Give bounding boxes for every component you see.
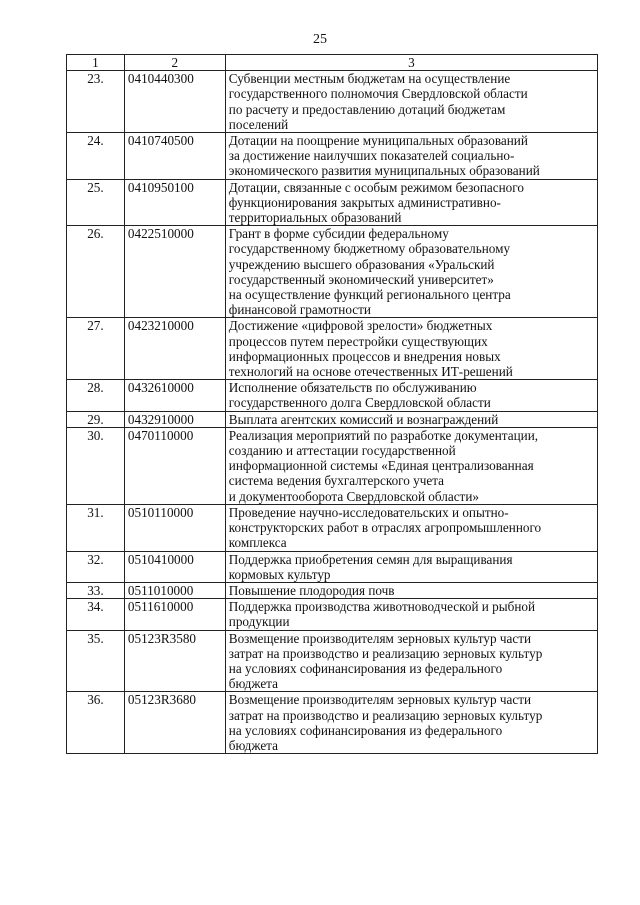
- budget-code: 0510410000: [124, 551, 225, 582]
- row-description: Грант в форме субсидии федеральному государственному бюджетному образовательному учреждению высшего образования «Уральский государственный экономический университет» на осуществление функций регионального центра финансовой грамотности: [225, 226, 597, 318]
- table-row: [67, 226, 598, 318]
- column-header-2: 2: [124, 55, 225, 71]
- table-row: [67, 427, 598, 504]
- budget-code: 0511010000: [124, 582, 225, 598]
- budget-code: 0410950100: [124, 179, 225, 226]
- budget-code: 0511610000: [124, 599, 225, 630]
- row-description: Выплата агентских комиссий и вознаграждений: [225, 411, 597, 427]
- row-description: Повышение плодородия почв: [225, 582, 597, 598]
- column-header-3: 3: [225, 55, 597, 71]
- budget-code: 0470110000: [124, 427, 225, 504]
- table-row: [67, 133, 598, 180]
- budget-code: 0410740500: [124, 133, 225, 180]
- row-number: 23.: [67, 71, 125, 133]
- row-description: Достижение «цифровой зрелости» бюджетных процессов путем перестройки существующих информационных процессов и внедрения новых технологий на основе отечественных ИТ-решений: [225, 318, 597, 380]
- budget-code: 05123R3680: [124, 692, 225, 754]
- table-row: [67, 582, 598, 598]
- table-row: [67, 71, 598, 133]
- row-number: 26.: [67, 226, 125, 318]
- budget-code: 0423210000: [124, 318, 225, 380]
- budget-classification-table: [66, 54, 598, 754]
- row-description: Исполнение обязательств по обслуживанию государственного долга Свердловской области: [225, 380, 597, 411]
- table-row: [67, 599, 598, 630]
- column-header-1: 1: [67, 55, 125, 71]
- table-row: [67, 318, 598, 380]
- row-number: 33.: [67, 582, 125, 598]
- row-number: 30.: [67, 427, 125, 504]
- row-number: 34.: [67, 599, 125, 630]
- table-row: [67, 504, 598, 551]
- row-description: Возмещение производителям зерновых культур части затрат на производство и реализацию зерновых культур на условиях софинансирования из федерального бюджета: [225, 692, 597, 754]
- table-header-row: [67, 55, 598, 71]
- row-description: Поддержка производства животноводческой и рыбной продукции: [225, 599, 597, 630]
- row-description: Субвенции местным бюджетам на осуществление государственного полномочия Свердловской области по расчету и предоставлению дотаций бюджетам поселений: [225, 71, 597, 133]
- row-number: 29.: [67, 411, 125, 427]
- row-number: 28.: [67, 380, 125, 411]
- row-number: 24.: [67, 133, 125, 180]
- budget-code: 0410440300: [124, 71, 225, 133]
- row-description: Реализация мероприятий по разработке документации, созданию и аттестации государственной информационной системы «Единая централизованная система ведения бухгалтерского учета и документооборота Свердловской области»: [225, 427, 597, 504]
- table-row: [67, 380, 598, 411]
- table-row: [67, 551, 598, 582]
- table-row: [67, 179, 598, 226]
- table-row: [67, 692, 598, 754]
- budget-code: 0432610000: [124, 380, 225, 411]
- row-description: Дотации, связанные с особым режимом безопасного функционирования закрытых административно- территориальных образований: [225, 179, 597, 226]
- row-number: 36.: [67, 692, 125, 754]
- page-number: 25: [313, 32, 327, 47]
- row-number: 35.: [67, 630, 125, 692]
- budget-code: 0422510000: [124, 226, 225, 318]
- row-description: Возмещение производителям зерновых культур части затрат на производство и реализацию зерновых культур на условиях софинансирования из федерального бюджета: [225, 630, 597, 692]
- table-row: [67, 630, 598, 692]
- row-description: Поддержка приобретения семян для выращивания кормовых культур: [225, 551, 597, 582]
- row-number: 27.: [67, 318, 125, 380]
- budget-code: 05123R3580: [124, 630, 225, 692]
- table-row: [67, 411, 598, 427]
- row-description: Дотации на поощрение муниципальных образований за достижение наилучших показателей социально- экономического развития муниципальных образований: [225, 133, 597, 180]
- row-number: 32.: [67, 551, 125, 582]
- row-number: 31.: [67, 504, 125, 551]
- row-description: Проведение научно-исследовательских и опытно- конструкторских работ в отраслях агропромышленного комплекса: [225, 504, 597, 551]
- budget-code: 0510110000: [124, 504, 225, 551]
- budget-code: 0432910000: [124, 411, 225, 427]
- row-number: 25.: [67, 179, 125, 226]
